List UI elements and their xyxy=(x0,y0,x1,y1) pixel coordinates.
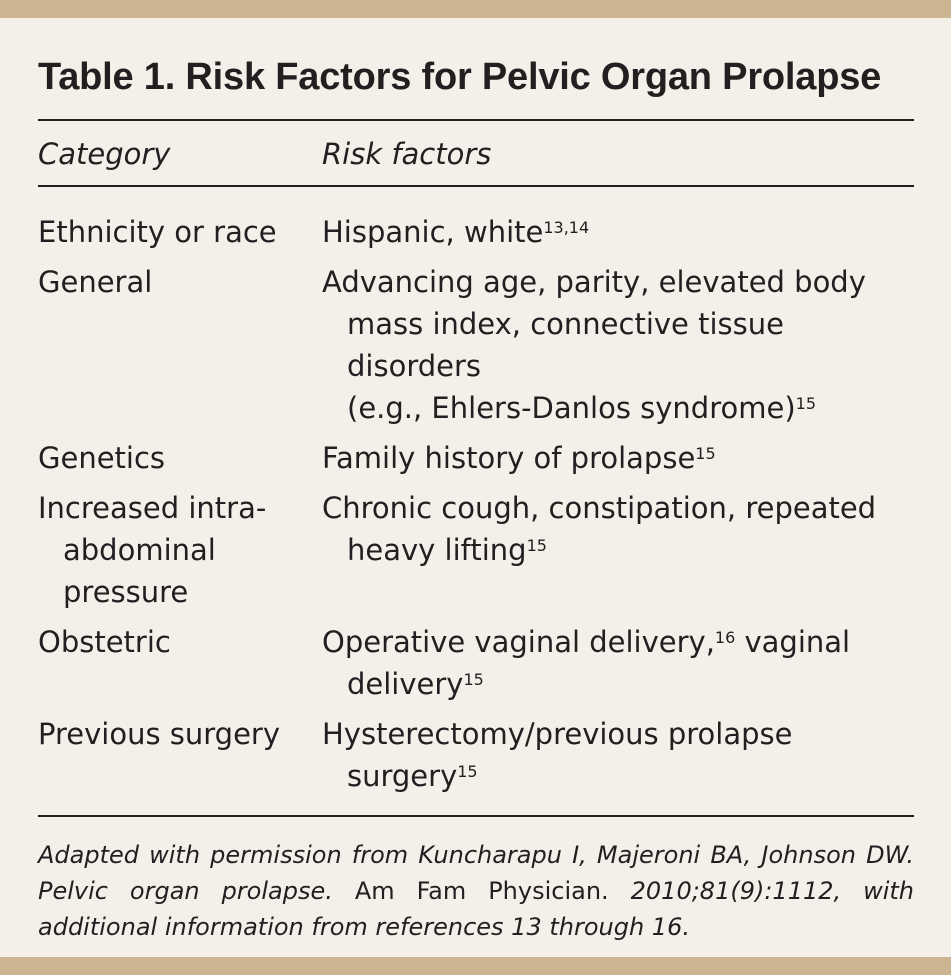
category-line: abdominal xyxy=(63,533,216,567)
risk-factor-line xyxy=(322,487,914,529)
table-row xyxy=(38,621,914,705)
category-line: Obstetric xyxy=(38,625,171,659)
category-line: General xyxy=(38,265,153,299)
category-cell xyxy=(38,261,322,429)
category-line: Ethnicity or race xyxy=(38,215,277,249)
reference-superscript: 15 xyxy=(695,444,716,463)
risk-factor-line xyxy=(322,437,914,479)
risk-factors-cell xyxy=(322,261,914,429)
header-risk-factors: Risk factors xyxy=(322,137,492,171)
risk-factor-text: Operative vaginal delivery, xyxy=(322,625,715,659)
risk-factor-line xyxy=(322,663,914,705)
risk-factors-cell xyxy=(322,487,914,613)
risk-factor-line xyxy=(322,261,914,303)
risk-factors-cell xyxy=(322,621,914,705)
risk-factor-line xyxy=(322,529,914,571)
footnote-part2: 2010;81(9):1112, with additional information from references 13 through 16. xyxy=(38,877,915,941)
risk-factor-text: (e.g., Ehlers-Danlos syndrome) xyxy=(347,391,796,425)
risk-factor-line xyxy=(322,303,914,387)
risk-factor-text: Family history of prolapse xyxy=(322,441,696,475)
table-row xyxy=(38,713,914,797)
category-line: Increased intra- xyxy=(38,491,267,525)
footnote-journal: Am Fam Physician. xyxy=(332,877,631,905)
risk-factors-cell xyxy=(322,437,914,479)
risk-factor-line xyxy=(322,621,914,663)
table-header xyxy=(38,121,914,185)
risk-factor-line xyxy=(322,211,914,253)
table-container xyxy=(38,18,914,945)
reference-superscript: 15 xyxy=(526,536,547,555)
risk-factor-line xyxy=(322,387,914,429)
reference-superscript: 15 xyxy=(457,762,478,781)
bottom-band xyxy=(0,957,951,975)
risk-factor-line xyxy=(322,713,914,755)
table-row xyxy=(38,487,914,613)
footnote xyxy=(38,817,914,945)
category-line: pressure xyxy=(63,575,189,609)
reference-superscript: 13,14 xyxy=(543,218,590,237)
table-row xyxy=(38,211,914,253)
table-body xyxy=(38,187,914,815)
reference-superscript: 15 xyxy=(795,394,816,413)
category-line: Previous surgery xyxy=(38,717,281,751)
risk-factor-text: delivery xyxy=(347,667,464,701)
risk-factor-text: Advancing age, parity, elevated body xyxy=(322,265,866,299)
risk-factor-text: heavy lifting xyxy=(347,533,527,567)
risk-factor-text: mass index, connective tissue disorders xyxy=(347,307,784,383)
risk-factors-cell xyxy=(322,713,914,797)
table-row xyxy=(38,261,914,429)
table-title: Table 1. Risk Factors for Pelvic Organ Prolapse xyxy=(38,56,882,98)
risk-factor-text: vaginal xyxy=(735,625,851,659)
category-cell xyxy=(38,211,322,253)
risk-factor-text: Hispanic, white xyxy=(322,215,544,249)
risk-factor-text: Hysterectomy/previous prolapse xyxy=(322,717,793,751)
reference-superscript: 16 xyxy=(714,628,736,647)
top-band xyxy=(0,0,951,18)
category-cell xyxy=(38,487,322,613)
category-cell xyxy=(38,621,322,705)
table-row xyxy=(38,437,914,479)
reference-superscript: 15 xyxy=(463,670,484,689)
risk-factor-text: surgery xyxy=(347,759,458,793)
category-cell xyxy=(38,713,322,797)
risk-factor-text: Chronic cough, constipation, repeated xyxy=(322,491,877,525)
category-cell xyxy=(38,437,322,479)
header-category: Category xyxy=(38,137,171,171)
risk-factors-cell xyxy=(322,211,914,253)
footnote-part1: Adapted with permission from Kuncharapu I, Majeroni BA, Johnson DW. Pelvic organ prolapse. xyxy=(38,841,914,905)
risk-factor-line xyxy=(322,755,914,797)
category-line: Genetics xyxy=(38,441,166,475)
